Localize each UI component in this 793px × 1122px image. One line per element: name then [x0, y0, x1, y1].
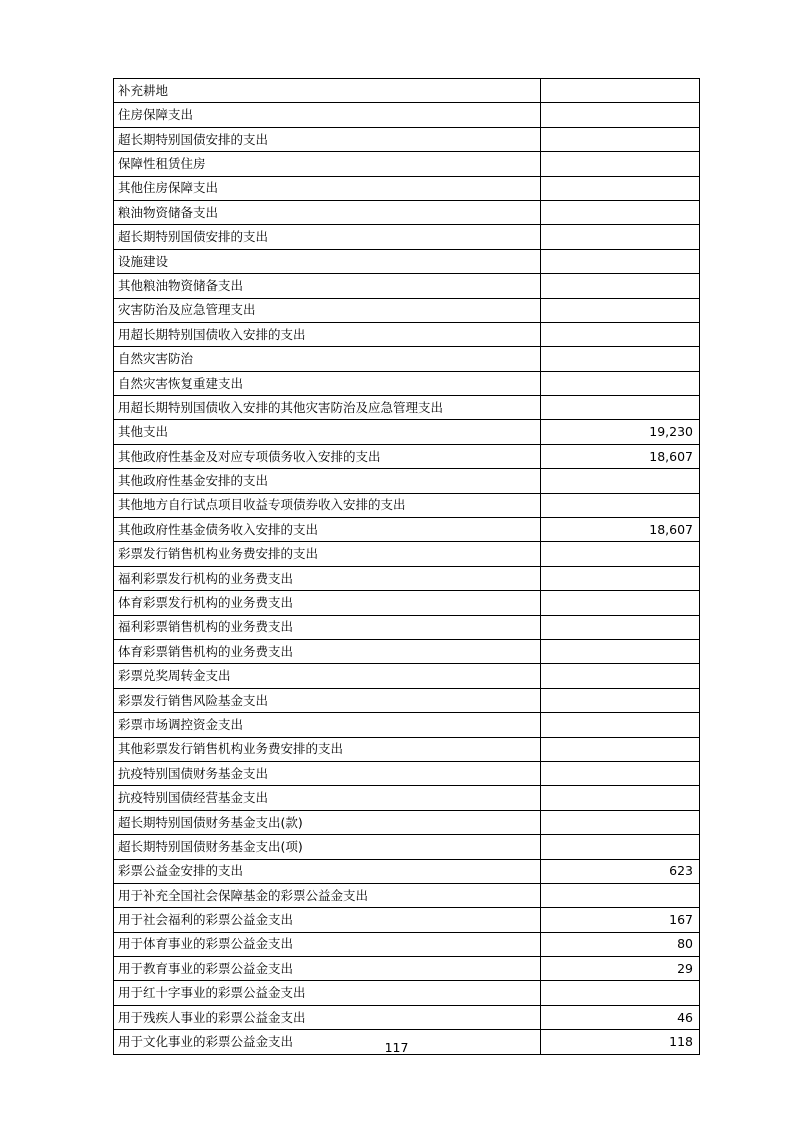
row-value [541, 200, 700, 224]
row-value [541, 981, 700, 1005]
row-label: 设施建设 [114, 249, 541, 273]
row-label: 粮油物资储备支出 [114, 200, 541, 224]
row-value [541, 835, 700, 859]
row-label: 保障性租赁住房 [114, 152, 541, 176]
row-value: 80 [541, 932, 700, 956]
row-value [541, 688, 700, 712]
row-value [541, 469, 700, 493]
row-value [541, 493, 700, 517]
table-row [114, 810, 700, 834]
table-row [114, 396, 700, 420]
table-row [114, 883, 700, 907]
table-row [114, 761, 700, 785]
row-label: 其他地方自行试点项目收益专项债券收入安排的支出 [114, 493, 541, 517]
row-label: 用于红十字事业的彩票公益金支出 [114, 981, 541, 1005]
row-value [541, 713, 700, 737]
table-row [114, 835, 700, 859]
table-row [114, 664, 700, 688]
row-value [541, 322, 700, 346]
row-value [541, 396, 700, 420]
table-row [114, 859, 700, 883]
row-label: 彩票公益金安排的支出 [114, 859, 541, 883]
table-row [114, 737, 700, 761]
row-value: 18,607 [541, 444, 700, 468]
row-label: 超长期特别国债安排的支出 [114, 127, 541, 151]
row-label: 其他彩票发行销售机构业务费安排的支出 [114, 737, 541, 761]
table-row [114, 225, 700, 249]
row-label: 用于体育事业的彩票公益金支出 [114, 932, 541, 956]
row-value [541, 566, 700, 590]
row-value [541, 176, 700, 200]
row-value [541, 298, 700, 322]
row-value [541, 371, 700, 395]
row-value: 29 [541, 957, 700, 981]
row-value [541, 347, 700, 371]
row-value: 46 [541, 1005, 700, 1029]
table-row [114, 981, 700, 1005]
table-row [114, 176, 700, 200]
table-row [114, 493, 700, 517]
table-row [114, 249, 700, 273]
row-value [541, 786, 700, 810]
row-label: 其他粮油物资储备支出 [114, 274, 541, 298]
row-label: 彩票发行销售机构业务费安排的支出 [114, 542, 541, 566]
budget-expenditure-table [113, 78, 700, 1055]
table-row [114, 79, 700, 103]
row-label: 用于教育事业的彩票公益金支出 [114, 957, 541, 981]
table-row [114, 908, 700, 932]
row-value [541, 274, 700, 298]
row-label: 用超长期特别国债收入安排的其他灾害防治及应急管理支出 [114, 396, 541, 420]
row-label: 住房保障支出 [114, 103, 541, 127]
row-value: 167 [541, 908, 700, 932]
table-row [114, 200, 700, 224]
table-row [114, 786, 700, 810]
table-row [114, 322, 700, 346]
table-row [114, 274, 700, 298]
row-value [541, 103, 700, 127]
row-label: 其他政府性基金及对应专项债务收入安排的支出 [114, 444, 541, 468]
table-row [114, 688, 700, 712]
row-label: 福利彩票发行机构的业务费支出 [114, 566, 541, 590]
row-label: 超长期特别国债安排的支出 [114, 225, 541, 249]
row-label: 用于残疾人事业的彩票公益金支出 [114, 1005, 541, 1029]
row-label: 用于社会福利的彩票公益金支出 [114, 908, 541, 932]
row-label: 彩票发行销售风险基金支出 [114, 688, 541, 712]
table-row [114, 591, 700, 615]
table-row [114, 518, 700, 542]
row-value [541, 79, 700, 103]
row-label: 自然灾害恢复重建支出 [114, 371, 541, 395]
row-label: 抗疫特别国债经营基金支出 [114, 786, 541, 810]
row-label: 自然灾害防治 [114, 347, 541, 371]
table-row [114, 152, 700, 176]
table-row [114, 639, 700, 663]
row-value [541, 664, 700, 688]
row-value [541, 883, 700, 907]
row-value [541, 542, 700, 566]
row-label: 其他政府性基金债务收入安排的支出 [114, 518, 541, 542]
table-row [114, 542, 700, 566]
table-row [114, 615, 700, 639]
row-value [541, 761, 700, 785]
row-label: 其他住房保障支出 [114, 176, 541, 200]
row-value [541, 127, 700, 151]
table-row [114, 469, 700, 493]
row-value: 19,230 [541, 420, 700, 444]
row-value [541, 225, 700, 249]
row-label: 体育彩票发行机构的业务费支出 [114, 591, 541, 615]
table-row [114, 420, 700, 444]
row-value [541, 249, 700, 273]
row-label: 用超长期特别国债收入安排的支出 [114, 322, 541, 346]
table-row [114, 298, 700, 322]
row-value [541, 152, 700, 176]
table-row [114, 1005, 700, 1029]
row-label: 彩票市场调控资金支出 [114, 713, 541, 737]
table-row [114, 347, 700, 371]
row-label: 彩票兑奖周转金支出 [114, 664, 541, 688]
table-row [114, 713, 700, 737]
row-value: 118 [541, 1030, 700, 1054]
table-row [114, 371, 700, 395]
row-value [541, 591, 700, 615]
table-row [114, 932, 700, 956]
row-label: 用于文化事业的彩票公益金支出 [114, 1030, 541, 1054]
row-label: 抗疫特别国债财务基金支出 [114, 761, 541, 785]
row-value [541, 615, 700, 639]
row-label: 超长期特别国债财务基金支出(项) [114, 835, 541, 859]
row-value: 18,607 [541, 518, 700, 542]
page-number: 117 [384, 1040, 409, 1055]
row-label: 福利彩票销售机构的业务费支出 [114, 615, 541, 639]
row-label: 用于补充全国社会保障基金的彩票公益金支出 [114, 883, 541, 907]
row-label: 体育彩票销售机构的业务费支出 [114, 639, 541, 663]
table-body [114, 79, 700, 1055]
row-value [541, 737, 700, 761]
row-label: 其他政府性基金安排的支出 [114, 469, 541, 493]
table-row [114, 444, 700, 468]
row-label: 超长期特别国债财务基金支出(款) [114, 810, 541, 834]
table-row [114, 103, 700, 127]
table-row [114, 127, 700, 151]
row-value [541, 810, 700, 834]
row-label: 其他支出 [114, 420, 541, 444]
table-row [114, 957, 700, 981]
table-row [114, 566, 700, 590]
row-value: 623 [541, 859, 700, 883]
row-value [541, 639, 700, 663]
row-label: 灾害防治及应急管理支出 [114, 298, 541, 322]
row-label: 补充耕地 [114, 79, 541, 103]
